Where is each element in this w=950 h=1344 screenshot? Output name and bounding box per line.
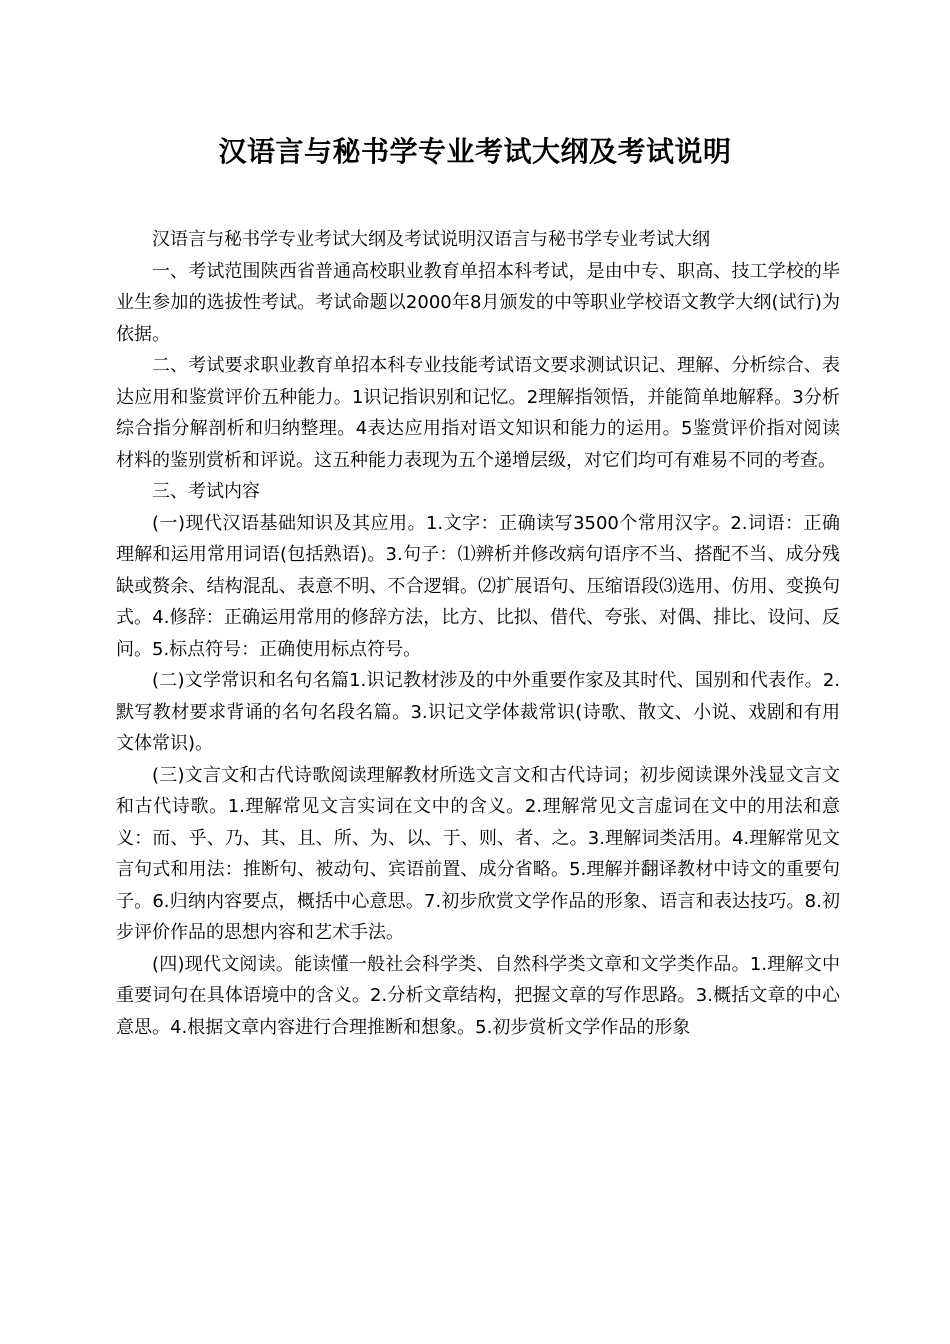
paragraph-modern-reading: (四)现代文阅读。能读懂一般社会科学类、自然科学类文章和文学类作品。1.理解文中重要词句在具体语境中的含义。2.分析文章结构，把握文章的写作思路。3.概括文章的中心意思。4.根据文章内容进行合理推断和想象。5.初步赏析文学作品的形象: [116, 953, 840, 1038]
paragraph-modern-chinese: (一)现代汉语基础知识及其应用。1.文字：正确读写3500个常用汉字。2.词语：正确理解和运用常用词语(包括熟语)。3.句子：⑴辨析并修改病句语序不当、搭配不当、成分残缺或赘余、结构混乱、表意不明、不合逻辑。⑵扩展语句、压缩语段⑶选用、仿用、变换句式。4.修辞：正确运用常用的修辞方法，比方、比拟、借代、夸张、对偶、排比、设问、反问。5.标点符号：正确使用标点符号。: [116, 512, 840, 660]
paragraph-classical-chinese: (三)文言文和古代诗歌阅读理解教材所选文言文和古代诗词；初步阅读课外浅显文言文和古代诗歌。1.理解常见文言实词在文中的含义。2.理解常见文言虚词在文中的用法和意义：而、乎、乃、其、且、所、为、以、于、则、者、之。3.理解词类活用。4.理解常见文言句式和用法：推断句、被动句、宾语前置、成分省略。5.理解并翻译教材中诗文的重要句子。6.归纳内容要点，概括中心意思。7.初步欣赏文学作品的形象、语言和表达技巧。8.初步评价作品的思想内容和艺术手法。: [116, 764, 840, 943]
paragraph-exam-content-heading: 三、考试内容: [152, 481, 260, 502]
document-title: 汉语言与秘书学专业考试大纲及考试说明: [218, 135, 732, 168]
paragraph-literary-knowledge: (二)文学常识和名句名篇1.识记教材涉及的中外重要作家及其时代、国别和代表作。2.默写教材要求背诵的名句名段名篇。3.识记文学体裁常识(诗歌、散文、小说、戏剧和有用文体常识)。: [116, 670, 840, 754]
paragraph-intro: 汉语言与秘书学专业考试大纲及考试说明汉语言与秘书学专业考试大纲: [152, 229, 710, 250]
paragraph-exam-requirements: 二、考试要求职业教育单招本科专业技能考试语文要求测试识记、理解、分析综合、表达应用和鉴赏评价五种能力。1识记指识别和记忆。2理解指领悟，并能简单地解释。3分析综合指分解剖析和归纳整理。4表达应用指对语文知识和能力的运用。5鉴赏评价指对阅读材料的鉴别赏析和评说。这五种能力表现为五个递增层级，对它们均可有难易不同的考查。: [116, 355, 840, 471]
document-body: [116, 224, 840, 1043]
paragraph-exam-scope: 一、考试范围陕西省普通高校职业教育单招本科考试，是由中专、职高、技工学校的毕业生参加的选拔性考试。考试命题以2000年8月颁发的中等职业学校语文教学大纲(试行)为依据。: [116, 260, 840, 345]
